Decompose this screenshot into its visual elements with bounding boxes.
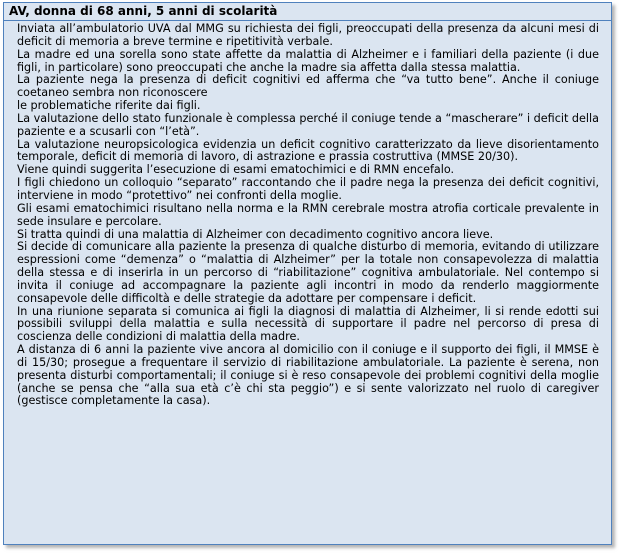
paragraph-referral: Inviata all’ambulatorio UVA dal MMG su richiesta dei figli, preoccupati della presenza da alcuni mesi di deficit di memoria a breve termine e ripetitività verbale. (17, 22, 599, 48)
paragraph-follow-up: A distanza di 6 anni la paziente vive ancora al domicilio con il coniuge e il supporto dei figli, il MMSE è di 15/30; prosegue a frequentare il servizio di riabilitazione ambulatoriale. La paziente è serena, non presenta disturbi comportamentali; il coniuge si è reso consapevole dei problemi cognitivi della moglie (anche se pensa che “alla sua età c’è chi sta peggio”) e si sente valorizzato nel ruolo di caregiver (gestisce completamente la casa). (17, 343, 599, 408)
paragraph-patient-denial: La paziente nega la presenza di deficit cognitivi ed afferma che “va tutto bene”. Anche il coniuge coetaneo sembra non riconoscere (17, 73, 599, 100)
paragraph-functional-assessment: La valutazione dello stato funzionale è complessa perché il coniuge tende a “mascherare” i deficit della paziente e a scusarli con “l’età”. (17, 111, 599, 138)
paragraph-neuropsych-assessment: La valutazione neuropsicologica evidenzia un deficit cognitivo caratterizzato da lieve disorientamento temporale, deficit di memoria di lavoro, di astrazione e prassia costruttiva (MMSE 20/30). (17, 137, 599, 164)
paragraph-exams-suggested: Viene quindi suggerita l’esecuzione di esami ematochimici e di RMN encefalo. (17, 163, 455, 177)
paragraph-communication-patient: Si decide di comunicare alla paziente la presenza di qualche disturbo di memoria, evitando di utilizzare espressioni come “demenza” o “malattia di Alzheimer” per la totale non consapevolezza di malattia della stessa e di inserirla in un percorso di “riabilitazione” cognitiva ambulatoriale. Nel contempo si invita il coniuge ad accompagnare la paziente agli incontri in modo da renderlo maggiormente consapevole delle difficoltà e delle strategie da adottare per compensare i deficit. (17, 240, 599, 305)
case-title: AV, donna di 68 anni, 5 anni di scolarità (4, 3, 611, 21)
paragraph-separate-interview: I figli chiedono un colloquio “separato” raccontando che il padre nega la presenza dei deficit cognitivi, interviene in modo “protettivo” nei confronti della moglie. (17, 176, 599, 202)
paragraph-children-concerns: le problematiche riferite dai figli. (17, 99, 201, 113)
paragraph-communication-children: In una riunione separata si comunica ai figli la diagnosi di malattia di Alzheimer, li si rende edotti sui possibili sviluppi della malattia e sulla necessità di supportare il padre nel percorso di presa di coscienza delle condizioni di malattia della madre. (17, 304, 599, 344)
case-report-box (3, 2, 612, 545)
paragraph-exam-results: Gli esami ematochimici risultano nella norma e la RMN cerebrale mostra atrofia corticale prevalente in sede insulare e percolare. (17, 201, 599, 228)
paragraph-family-history: La madre ed una sorella sono state affette da malattia di Alzheimer e i familiari della paziente (i due figli, in particolare) sono preoccupati che anche la madre sia affetta dalla stessa malattia. (17, 47, 599, 74)
case-body (4, 21, 611, 408)
paragraph-diagnosis: Si tratta quindi di una malattia di Alzheimer con decadimento cognitivo ancora lieve. (17, 227, 494, 241)
